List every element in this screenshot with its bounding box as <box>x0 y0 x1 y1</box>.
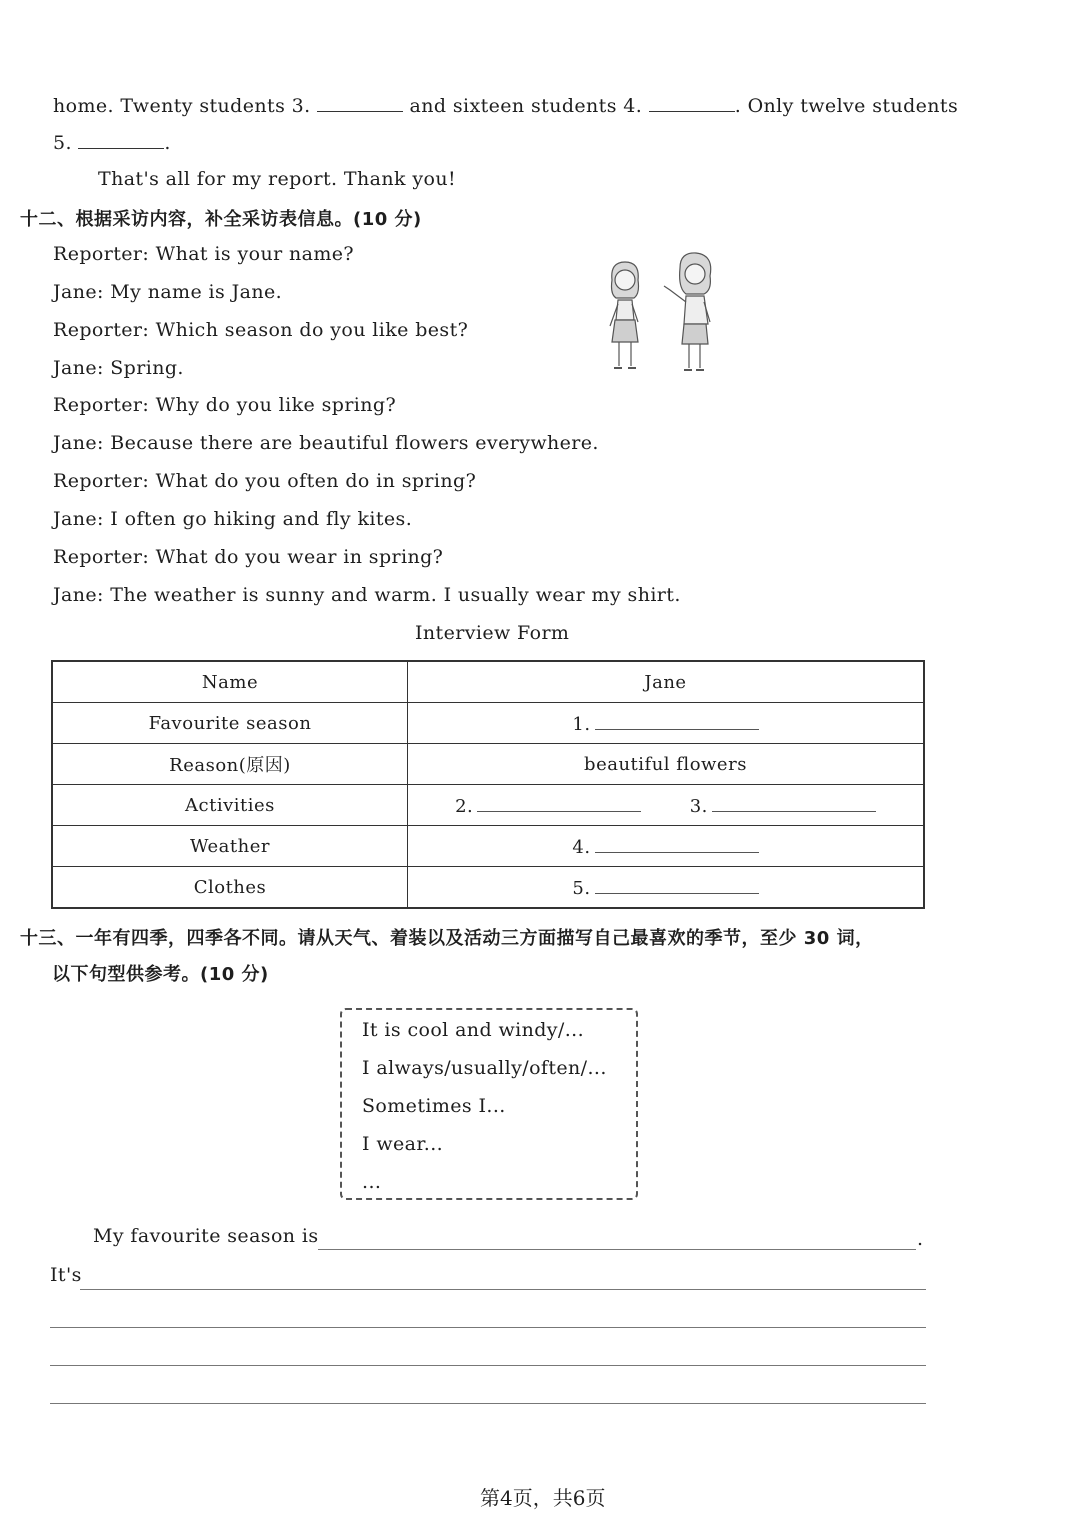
section-12-heading: 十二、根据采访内容，补全采访表信息。(10 分) <box>20 209 422 230</box>
blank-number: 3. <box>689 796 708 817</box>
answer-blank-3[interactable] <box>317 93 403 112</box>
blank-number: 5. <box>572 878 591 899</box>
answer-blank[interactable] <box>712 793 876 812</box>
line1-part-b: and sixteen students 4. <box>409 95 643 117</box>
table-row <box>52 744 924 785</box>
writing-period: . <box>917 1228 924 1250</box>
blank-number: 1. <box>572 714 591 735</box>
table-row <box>52 661 924 703</box>
row-value <box>408 826 925 867</box>
dialogue-line: Jane: The weather is sunny and warm. I usually wear my shirt. <box>53 584 681 606</box>
paragraph-line-1 <box>53 93 958 117</box>
line1-part-c: . Only twelve students <box>734 95 959 117</box>
row-label: Weather <box>52 826 408 867</box>
dialogue-line: Reporter: Why do you like spring? <box>53 394 397 416</box>
section-13-heading: 十三、一年有四季，四季各不同。请从天气、着装以及活动三方面描写自己最喜欢的季节，至少 30 词， <box>20 928 874 949</box>
row-value <box>408 867 925 909</box>
writing-line[interactable] <box>318 1249 916 1250</box>
closing-line: That's all for my report. Thank you! <box>98 168 456 190</box>
answer-blank[interactable] <box>477 793 641 812</box>
sentence-pattern-box <box>340 1008 638 1200</box>
dialogue-line: Jane: Because there are beautiful flowers everywhere. <box>53 432 599 454</box>
dialogue-line: Reporter: What is your name? <box>53 243 355 265</box>
dialogue-line: Reporter: Which season do you like best? <box>53 319 469 341</box>
answer-blank-4[interactable] <box>649 93 735 112</box>
line2-part-a: 5. <box>53 132 72 154</box>
table-row <box>52 867 924 909</box>
row-label: Name <box>52 661 408 703</box>
table-row <box>52 785 924 826</box>
dialogue-line: Jane: My name is Jane. <box>53 281 283 303</box>
answer-blank-5[interactable] <box>78 130 164 149</box>
writing-line[interactable] <box>50 1403 926 1404</box>
paragraph-line-2 <box>53 130 171 154</box>
row-value <box>408 703 925 744</box>
row-value: beautiful flowers <box>408 744 925 785</box>
row-label: Clothes <box>52 867 408 909</box>
row-label: Favourite season <box>52 703 408 744</box>
row-label: Reason(原因) <box>52 744 408 785</box>
hint-sentence: It is cool and windy/... <box>362 1019 585 1041</box>
dialogue-line: Jane: I often go hiking and fly kites. <box>53 508 413 530</box>
writing-line[interactable] <box>50 1327 926 1328</box>
writing-its: It's <box>50 1264 82 1286</box>
page-number: 第4页，共6页 <box>480 1486 606 1510</box>
dialogue-line: Reporter: What do you wear in spring? <box>53 546 444 568</box>
writing-line[interactable] <box>80 1289 926 1290</box>
writing-prompt: My favourite season is <box>93 1225 319 1247</box>
row-label: Activities <box>52 785 408 826</box>
line1-part-a: home. Twenty students 3. <box>53 95 311 117</box>
hint-sentence: Sometimes I... <box>362 1095 506 1117</box>
blank-number: 4. <box>572 837 591 858</box>
hint-sentence: I always/usually/often/... <box>362 1057 607 1079</box>
dialogue-line: Reporter: What do you often do in spring? <box>53 470 477 492</box>
row-value: Jane <box>408 661 925 703</box>
section-13-heading-line-2: 以下句型供参考。(10 分) <box>52 964 269 985</box>
answer-blank[interactable] <box>595 875 759 894</box>
line2-part-b: . <box>164 132 171 154</box>
blank-number: 2. <box>455 796 474 817</box>
answer-blank[interactable] <box>595 834 759 853</box>
two-girls-illustration <box>600 250 720 378</box>
hint-sentence: ... <box>362 1171 382 1193</box>
writing-line[interactable] <box>50 1365 926 1366</box>
row-value <box>408 785 925 826</box>
table-row <box>52 703 924 744</box>
table-row <box>52 826 924 867</box>
answer-blank[interactable] <box>595 711 759 730</box>
dialogue-line: Jane: Spring. <box>53 357 184 379</box>
form-title: Interview Form <box>415 622 570 644</box>
hint-sentence: I wear... <box>362 1133 444 1155</box>
interview-form-table <box>51 660 925 909</box>
